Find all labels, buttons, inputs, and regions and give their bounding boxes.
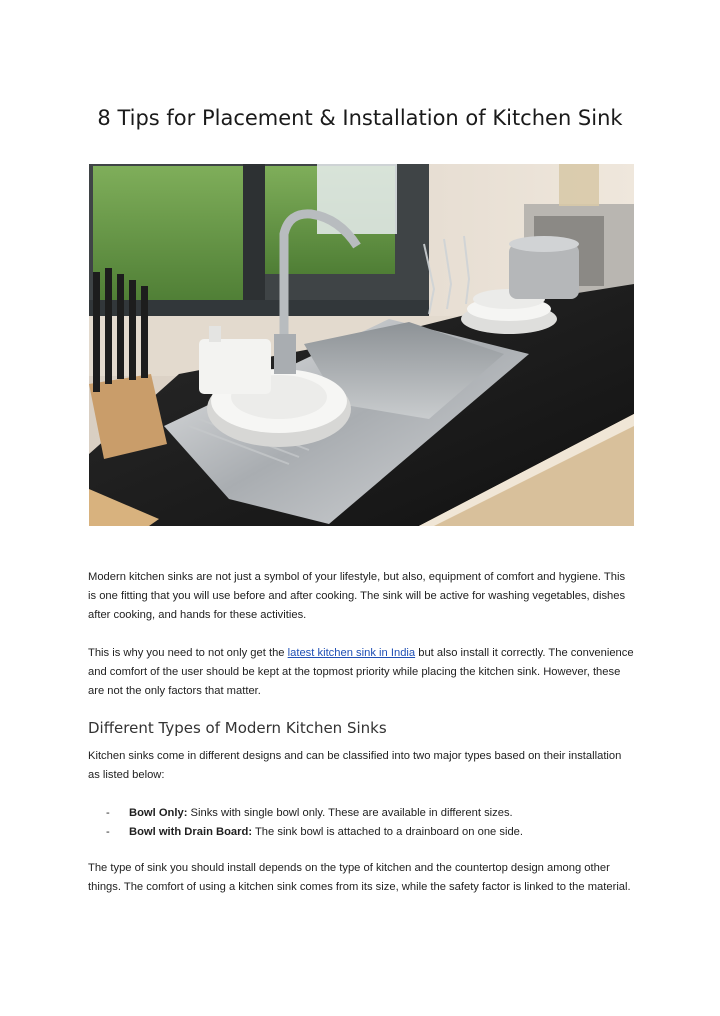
intro-paragraph: Modern kitchen sinks are not just a symbol of your lifestyle, but also, equipment of comfort and hygiene. This is one fitting that you will use before and after cooking. The sink will be active for washing vegetables, dishes after cooking, and hands for these activities. — [88, 571, 626, 621]
section-intro-paragraph: Kitchen sinks come in different designs and can be classified into two major types based on their installation as listed below: — [88, 750, 622, 781]
closing-paragraph: The type of sink you should install depends on the type of kitchen and the countertop design among other things. The comfort of using a kitchen sink comes from its size, while the safety factor is linked to the material. — [88, 862, 631, 893]
list-bullet: - — [106, 826, 110, 838]
list-bullet: - — [106, 807, 110, 819]
list-item-term: Bowl Only: — [129, 807, 188, 819]
list-item — [88, 823, 523, 842]
paragraph-text: but also install it correctly. The convenience and comfort of the user should be kept at the topmost priority while placing the kitchen sink. However, these are not the only factors that matter. — [88, 647, 634, 697]
list-item-description: Sinks with single bowl only. These are available in different sizes. — [187, 807, 513, 819]
sink-types-list — [88, 804, 523, 842]
section-heading: Different Types of Modern Kitchen Sinks — [88, 719, 387, 737]
kitchen-sink-photo — [89, 164, 634, 526]
list-item — [88, 804, 523, 823]
latest-sink-paragraph — [88, 644, 636, 701]
list-item-description: The sink bowl is attached to a drainboard on one side. — [252, 826, 524, 838]
latest-kitchen-sink-link[interactable]: latest kitchen sink in India — [287, 647, 416, 659]
list-item-term: Bowl with Drain Board: — [129, 826, 253, 838]
document-title: 8 Tips for Placement & Installation of Kitchen Sink — [97, 106, 623, 130]
paragraph-text: This is why you need to not only get the — [88, 647, 288, 659]
